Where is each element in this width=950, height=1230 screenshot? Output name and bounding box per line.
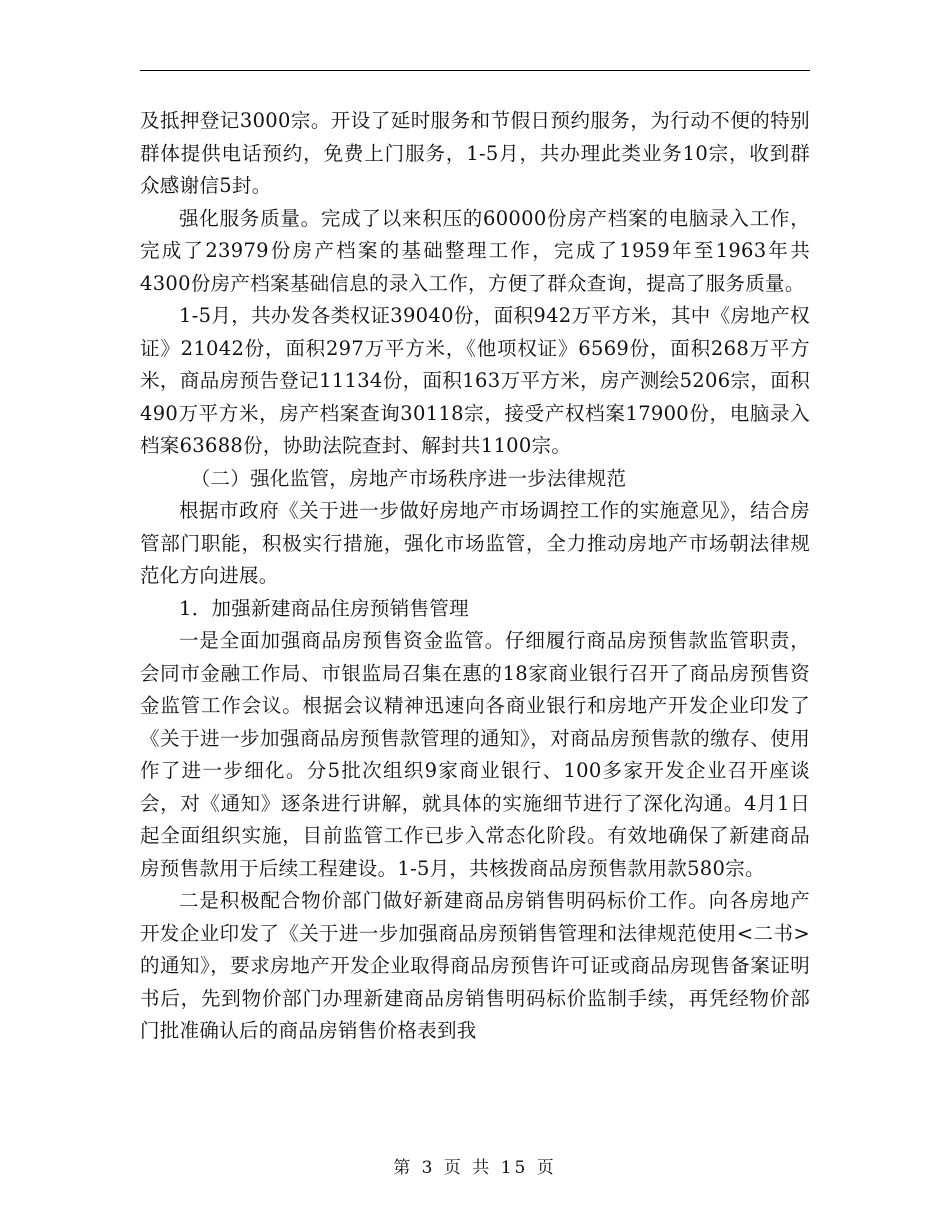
paragraph-price-marking: 二是积极配合物价部门做好新建商品房销售明码标价工作。向各房地产开发企业印发了《关于进一步加强商品房预销售管理和法律规范使用<二书>的通知》，要求房地产开发企业取得商品房预售许可证或商品房现售备案证明书后，先到物价部门办理新建商品房销售明码标价监制手续，再凭经物价部门批准确认后的商品房销售价格表到我 xyxy=(140,889,810,1042)
header-rule xyxy=(140,70,810,71)
paragraph-certificate-stats: 1-5月，共办发各类权证39040份，面积942万平方米，其中《房地产权证》21042份，面积297万平方米，《他项权证》6569份，面积268万平方米，商品房预告登记11134份，面积163万平方米，房产测绘5206宗，面积490万平方米，房产档案查询30118宗，接受产权档案17900份，电脑录入档案63688份，协助法院查封、解封共1100宗。 xyxy=(140,304,810,457)
section-heading: （二）强化监管，房地产市场秩序进一步法律规范 xyxy=(190,466,627,490)
subsection-heading: 1．加强新建商品住房预销售管理 xyxy=(179,596,469,620)
paragraph-continuation: 及抵押登记3000宗。开设了延时服务和节假日预约服务，为行动不便的特别群体提供电话预约，免费上门服务，1-5月，共办理此类业务10宗，收到群众感谢信5封。 xyxy=(140,109,810,197)
document-body xyxy=(140,105,810,1048)
page-number: 第 3 页 共 15 页 xyxy=(393,1158,557,1178)
paragraph-section-intro: 根据市政府《关于进一步做好房地产市场调控工作的实施意见》，结合房管部门职能，积极实行措施，强化市场监管，全力推动房地产市场朝法律规范化方向进展。 xyxy=(140,499,810,587)
paragraph-presale-funds: 一是全面加强商品房预售资金监管。仔细履行商品房预售款监管职责，会同市金融工作局、市银监局召集在惠的18家商业银行召开了商品房预售资金监管工作会议。根据会议精神迅速向各商业银行和房地产开发企业印发了《关于进一步加强商品房预售款管理的通知》，对商品房预售款的缴存、使用作了进一步细化。分5批次组织9家商业银行、100多家开发企业召开座谈会，对《通知》逐条进行讲解，就具体的实施细节进行了深化沟通。4月1日起全面组织实施，目前监管工作已步入常态化阶段。有效地确保了新建商品房预售款用于后续工程建设。1-5月，共核拨商品房预售款用款580宗。 xyxy=(140,629,810,880)
paragraph-service-quality: 强化服务质量。完成了以来积压的60000份房产档案的电脑录入工作，完成了23979份房产档案的基础整理工作，完成了1959年至1963年共4300份房产档案基础信息的录入工作，方便了群众查询，提高了服务质量。 xyxy=(140,206,810,295)
